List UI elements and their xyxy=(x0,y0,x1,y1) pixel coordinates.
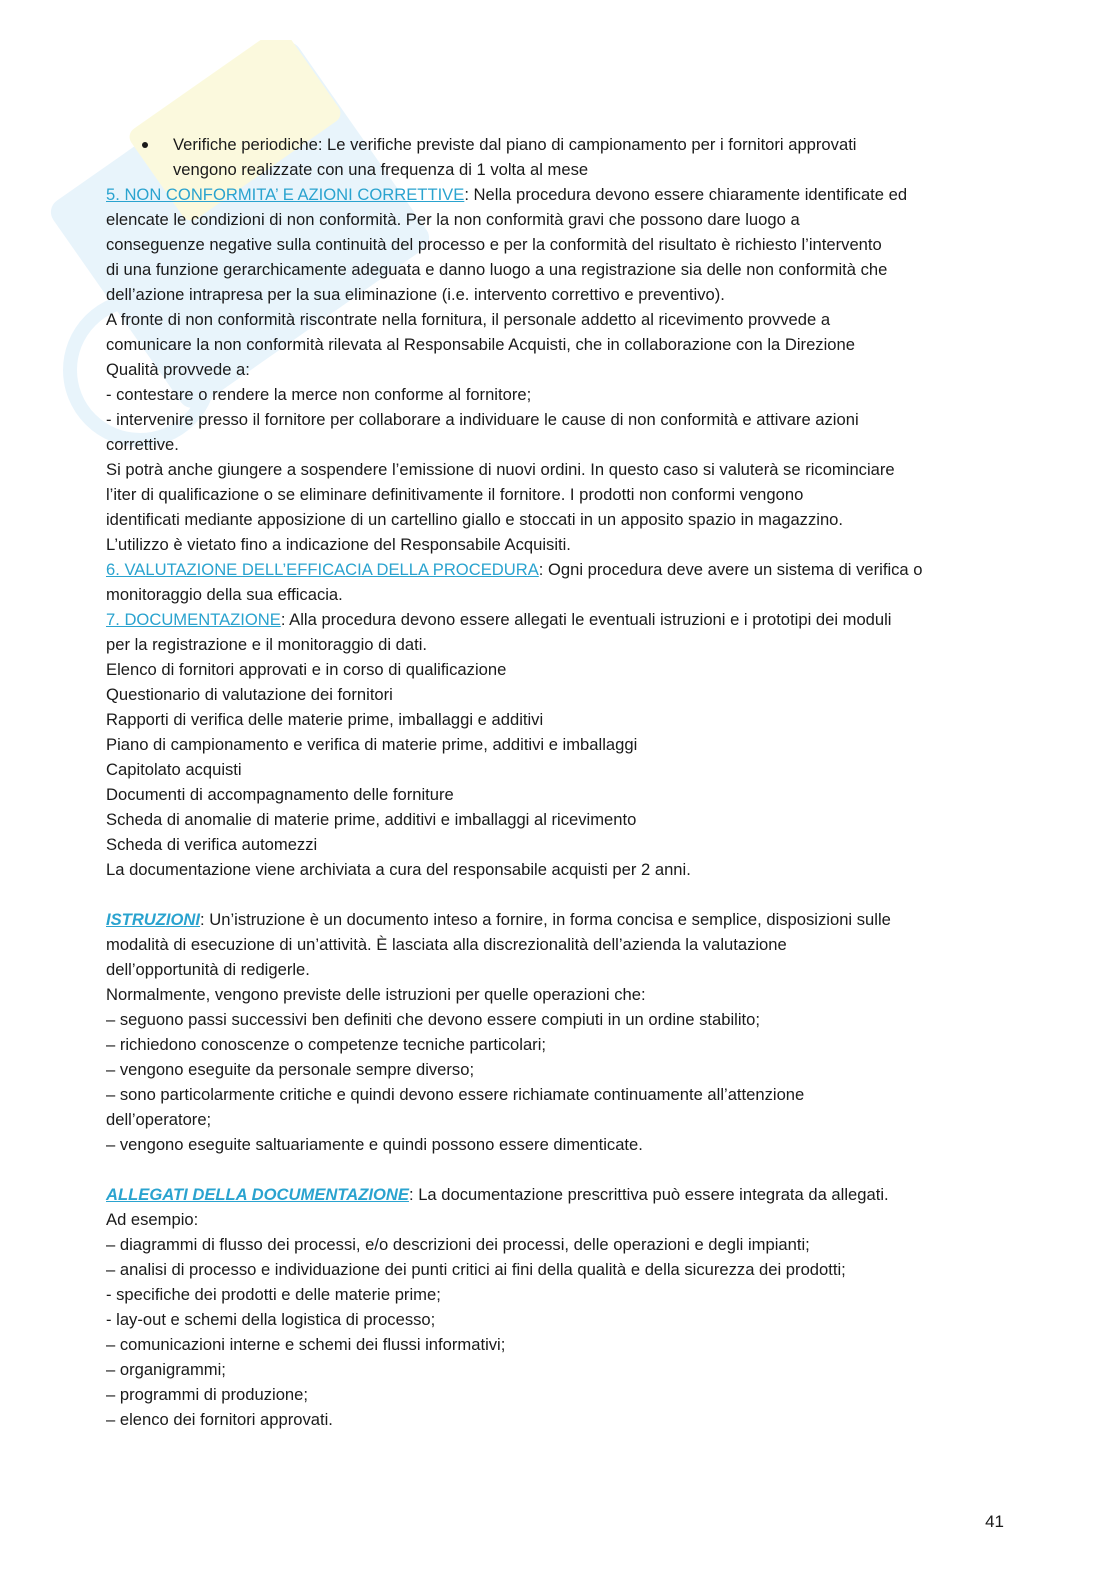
section-5-line: Si potrà anche giungere a sospendere l’emissione di nuovi ordini. In questo caso si valuterà se ricominciare xyxy=(106,460,895,479)
istruzioni-list-item: – vengono eseguite saltuariamente e quindi possono essere dimenticate. xyxy=(106,1135,643,1154)
allegati-list-item: – organigrammi; xyxy=(106,1360,226,1379)
istruzioni-line: modalità di esecuzione di un’attività. È lasciata alla discrezionalità dell’azienda la valutazione xyxy=(106,935,787,954)
section-5-line: identificati mediante apposizione di un cartellino giallo e stoccati in un apposito spazio in magazzino. xyxy=(106,510,844,529)
section-5-line: - contestare o rendere la merce non conforme al fornitore; xyxy=(106,385,532,404)
allegati-first-line xyxy=(106,1182,1006,1207)
section-7-line: La documentazione viene archiviata a cura del responsabile acquisti per 2 anni. xyxy=(106,860,691,879)
section-7-line: per la registrazione e il monitoraggio di dati. xyxy=(106,635,427,654)
page-number: 41 xyxy=(985,1512,1004,1531)
allegati-line: : La documentazione prescrittiva può essere integrata da allegati. xyxy=(408,1185,889,1204)
section-5-line: correttive. xyxy=(106,435,179,454)
section-6-line: monitoraggio della sua efficacia. xyxy=(106,585,343,604)
section-5-line: : Nella procedura devono essere chiaramente identificate ed xyxy=(464,185,908,204)
section-5-title-link[interactable]: 5. NON CONFORMITA’ E AZIONI CORRETTIVE xyxy=(106,185,465,204)
document-list-item: Scheda di anomalie di materie prime, additivi e imballaggi al ricevimento xyxy=(106,810,637,829)
section-5-line: A fronte di non conformità riscontrate nella fornitura, il personale addetto al ricevimento provvede a xyxy=(106,310,831,329)
document-list-item: Scheda di verifica automezzi xyxy=(106,835,318,854)
document-list-item: Documenti di accompagnamento delle forniture xyxy=(106,785,454,804)
istruzioni-list-item: – vengono eseguite da personale sempre diverso; xyxy=(106,1060,475,1079)
document-list-item: Piano di campionamento e verifica di materie prime, additivi e imballaggi xyxy=(106,735,638,754)
section-7-title-link[interactable]: 7. DOCUMENTAZIONE xyxy=(106,610,281,629)
istruzioni-list-item: – sono particolarmente critiche e quindi devono essere richiamate continuamente all’attenzione xyxy=(106,1085,805,1104)
section-5-line: elencate le condizioni di non conformità. Per la non conformità gravi che possono dare luogo a xyxy=(106,210,800,229)
allegati-list-item: – diagrammi di flusso dei processi, e/o descrizioni dei processi, delle operazioni e degli impianti; xyxy=(106,1235,810,1254)
bullet-line-1: Verifiche periodiche: Le verifiche previste dal piano di campionamento per i fornitori approvati xyxy=(173,135,857,154)
istruzioni-list-item: dell’operatore; xyxy=(106,1110,212,1129)
section-5-line: L’utilizzo è vietato fino a indicazione del Responsabile Acquisiti. xyxy=(106,535,571,554)
section-5-line: di una funzione gerarchicamente adeguata e danno luogo a una registrazione sia delle non conformità che xyxy=(106,260,888,279)
paragraph-gap xyxy=(106,882,1006,907)
document-page xyxy=(106,132,1006,1432)
allegati-list-item: – programmi di produzione; xyxy=(106,1385,308,1404)
bullet-item-continued xyxy=(106,157,1006,182)
section-5-line: - intervenire presso il fornitore per collaborare a individuare le cause di non conformità e attivare azioni xyxy=(106,410,859,429)
section-5-line: dell’azione intrapresa per la sua eliminazione (i.e. intervento correttivo e preventivo). xyxy=(106,285,725,304)
istruzioni-first-line xyxy=(106,907,1006,932)
section-5-first-line xyxy=(106,182,1006,207)
istruzioni-heading: ISTRUZIONI xyxy=(106,910,201,929)
istruzioni-line: : Un’istruzione è un documento inteso a fornire, in forma concisa e semplice, disposizioni sulle xyxy=(200,910,891,929)
allegati-list-item: – analisi di processo e individuazione dei punti critici ai fini della qualità e della sicurezza dei prodotti; xyxy=(106,1260,846,1279)
istruzioni-line: Normalmente, vengono previste delle istruzioni per quelle operazioni che: xyxy=(106,985,646,1004)
section-7-line: : Alla procedura devono essere allegati le eventuali istruzioni e i prototipi dei moduli xyxy=(280,610,892,629)
section-6-line: : Ogni procedura deve avere un sistema di verifica o xyxy=(538,560,923,579)
allegati-heading: ALLEGATI DELLA DOCUMENTAZIONE xyxy=(106,1185,409,1204)
allegati-line: Ad esempio: xyxy=(106,1210,199,1229)
istruzioni-list-item: – richiedono conoscenze o competenze tecniche particolari; xyxy=(106,1035,546,1054)
allegati-list-item: - specifiche dei prodotti e delle materie prime; xyxy=(106,1285,441,1304)
bullet-icon xyxy=(142,142,148,148)
allegati-list-item: – comunicazioni interne e schemi dei flussi informativi; xyxy=(106,1335,506,1354)
section-5-line: Qualità provvede a: xyxy=(106,360,250,379)
bullet-item xyxy=(106,132,1006,157)
section-5-line: l’iter di qualificazione o se eliminare definitivamente il fornitore. I prodotti non conformi vengono xyxy=(106,485,804,504)
bullet-line-2: vengono realizzate con una frequenza di 1 volta al mese xyxy=(173,160,589,179)
document-list-item: Elenco di fornitori approvati e in corso di qualificazione xyxy=(106,660,507,679)
paragraph-gap xyxy=(106,1157,1006,1182)
section-5-line: comunicare la non conformità rilevata al Responsabile Acquisti, che in collaborazione con la Direzione xyxy=(106,335,855,354)
istruzioni-list-item: – seguono passi successivi ben definiti che devono essere compiuti in un ordine stabilito; xyxy=(106,1010,760,1029)
istruzioni-line: dell’opportunità di redigerle. xyxy=(106,960,310,979)
section-6-title-link[interactable]: 6. VALUTAZIONE DELL’EFFICACIA DELLA PROCEDURA xyxy=(106,560,539,579)
document-list-item: Rapporti di verifica delle materie prime, imballaggi e additivi xyxy=(106,710,544,729)
section-7-first-line xyxy=(106,607,1006,632)
allegati-list-item: – elenco dei fornitori approvati. xyxy=(106,1410,333,1429)
document-list-item: Capitolato acquisti xyxy=(106,760,242,779)
section-6-first-line xyxy=(106,557,1006,582)
section-5-line: conseguenze negative sulla continuità del processo e per la conformità del risultato è richiesto l’intervento xyxy=(106,235,882,254)
document-list-item: Questionario di valutazione dei fornitori xyxy=(106,685,393,704)
allegati-list-item: - lay-out e schemi della logistica di processo; xyxy=(106,1310,436,1329)
